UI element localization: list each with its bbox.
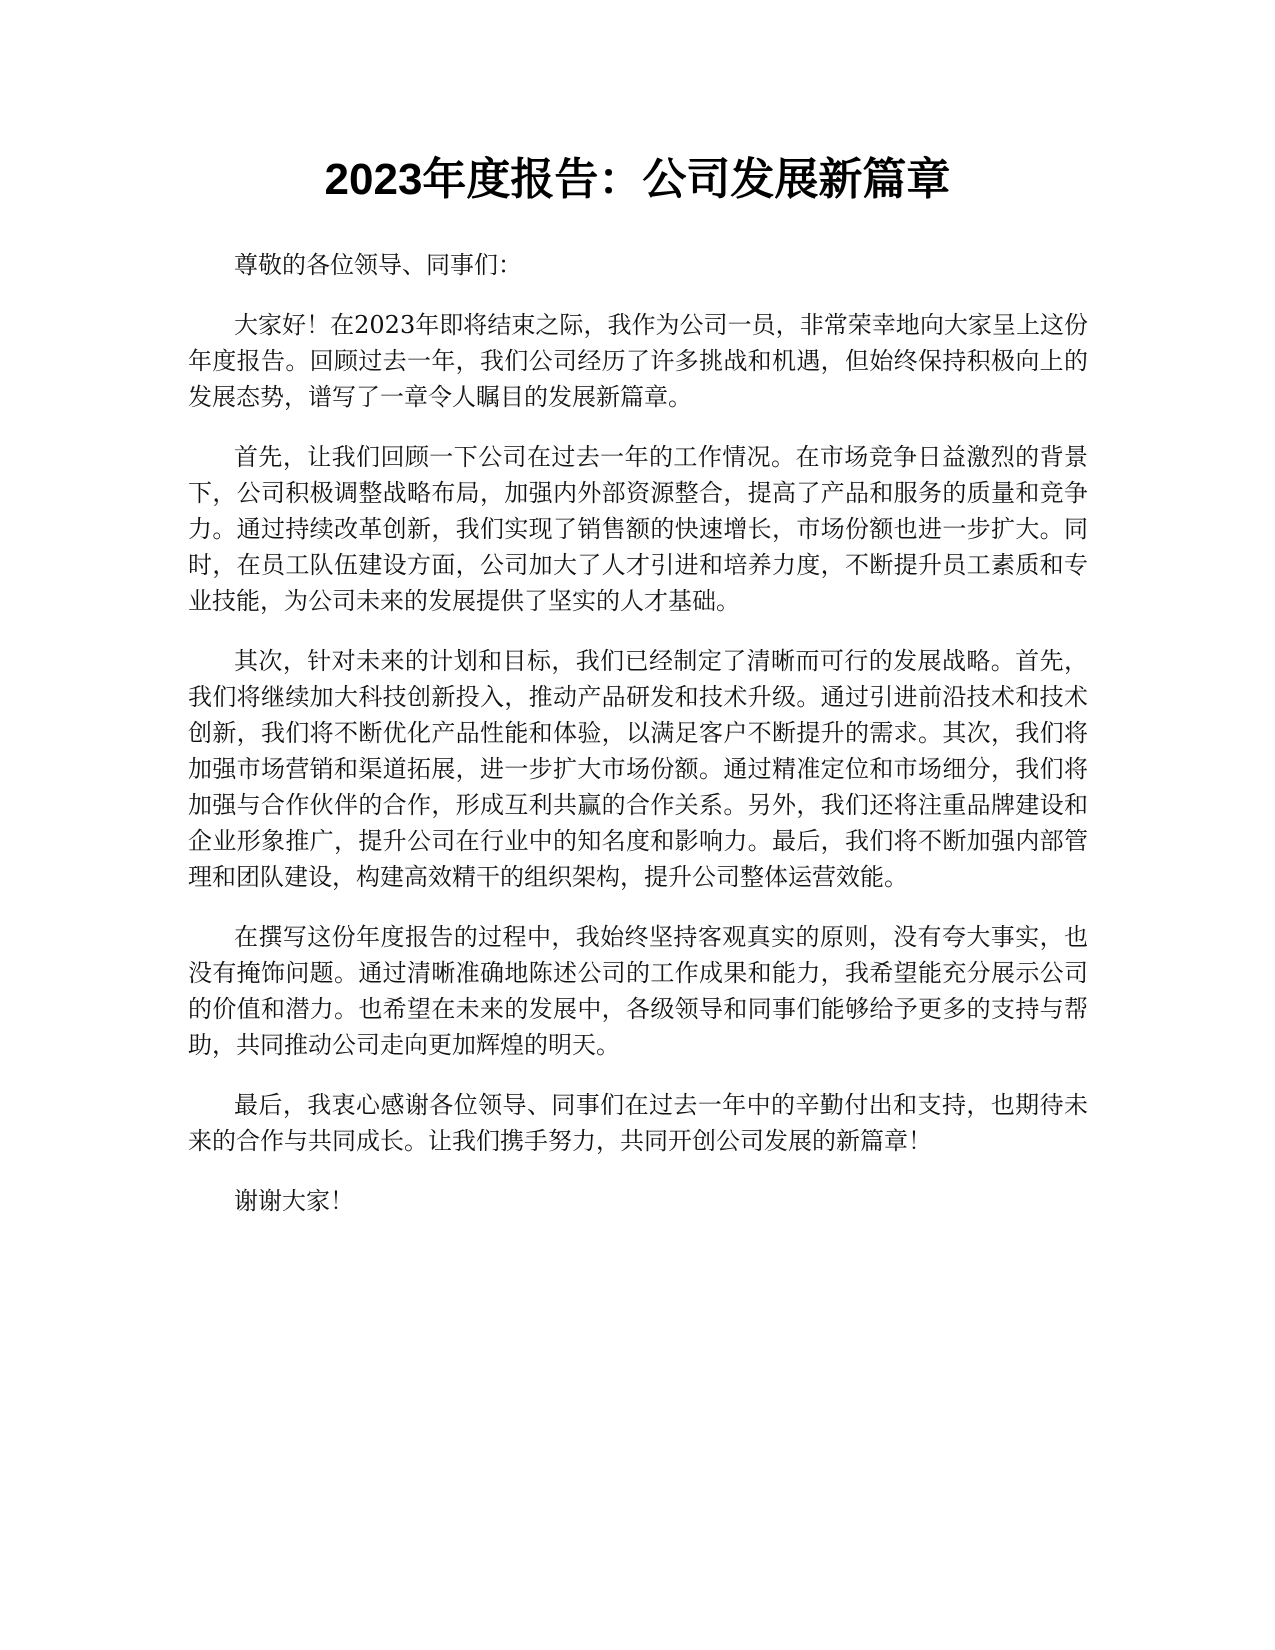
thanks-paragraph: 最后，我衷心感谢各位领导、同事们在过去一年中的辛勤付出和支持，也期待未来的合作与共同成长。让我们携手努力，共同开创公司发展的新篇章！	[188, 1091, 1088, 1155]
plan-paragraph: 其次，针对未来的计划和目标，我们已经制定了清晰而可行的发展战略。首先，我们将继续加大科技创新投入，推动产品研发和技术升级。通过引进前沿技术和技术创新，我们将不断优化产品性能和体验，以满足客户不断提升的需求。其次，我们将加强市场营销和渠道拓展，进一步扩大市场份额。通过精准定位和市场细分，我们将加强与合作伙伴的合作，形成互利共赢的合作关系。另外，我们还将注重品牌建设和企业形象推广，提升公司在行业中的知名度和影响力。最后，我们将不断加强内部管理和团队建设，构建高效精干的组织架构，提升公司整体运营效能。	[188, 647, 1088, 891]
greeting-paragraph: 大家好！在2023年即将结束之际，我作为公司一员，非常荣幸地向大家呈上这份年度报告。回顾过去一年，我们公司经历了许多挑战和机遇，但始终保持积极向上的发展态势，谱写了一章令人瞩目的发展新篇章。	[188, 311, 1088, 411]
document-body	[188, 247, 1088, 1243]
salutation-paragraph: 尊敬的各位领导、同事们：	[234, 251, 522, 279]
document-title: 2023年度报告：公司发展新篇章	[324, 155, 951, 204]
review-paragraph: 首先，让我们回顾一下公司在过去一年的工作情况。在市场竞争日益激烈的背景下，公司积极调整战略布局，加强内外部资源整合，提高了产品和服务的质量和竞争力。通过持续改革创新，我们实现了销售额的快速增长，市场份额也进一步扩大。同时，在员工队伍建设方面，公司加大了人才引进和培养力度，不断提升员工素质和专业技能，为公司未来的发展提供了坚实的人才基础。	[188, 443, 1088, 615]
closing-paragraph: 谢谢大家！	[234, 1187, 354, 1215]
principle-paragraph: 在撰写这份年度报告的过程中，我始终坚持客观真实的原则，没有夸大事实，也没有掩饰问题。通过清晰准确地陈述公司的工作成果和能力，我希望能充分展示公司的价值和潜力。也希望在未来的发展中，各级领导和同事们能够给予更多的支持与帮助，共同推动公司走向更加辉煌的明天。	[188, 923, 1088, 1059]
